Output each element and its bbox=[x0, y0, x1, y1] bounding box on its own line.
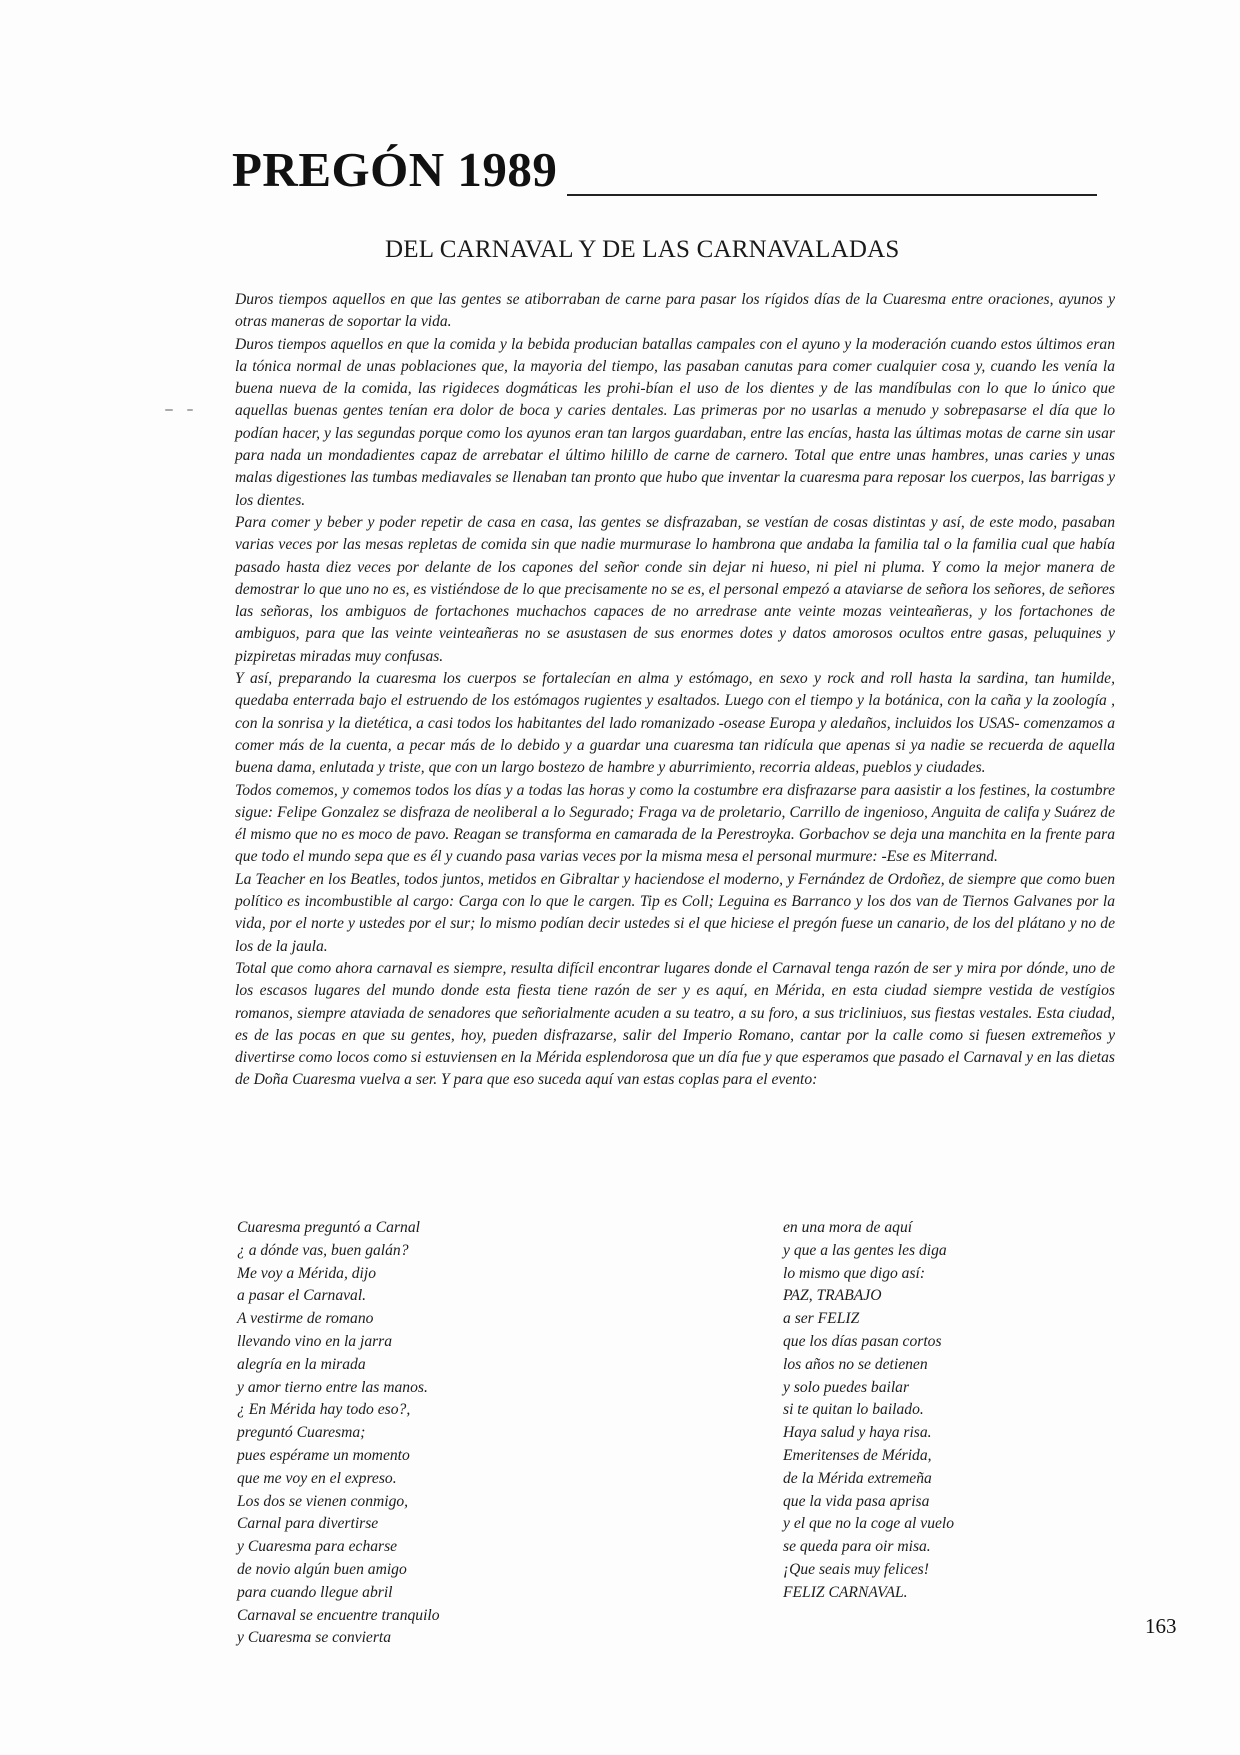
margin-mark bbox=[165, 409, 195, 413]
paragraph: Para comer y beber y poder repetir de casa en casa, las gentes se disfrazaban, se vestían de cosas distintas y así, de este modo, pasaban varias veces por las mesas repletas de comida sin que nadie murmurase lo hambrona que andaba la familia tal o la familia cual que había pasado hasta diez veces por delante de los capones del señor conde sin dejar ni hueso, ni piel ni pluma. Y como la mejor manera de demostrar lo que uno no es, es vistiéndose de lo que precisamente no se es, el personal empezó a ataviarse de señora los señores, de señores las señoras, los ambiguos de fortachones muchachos capaces de no arredrase ante veinte mozas veinteañeras, y los fortachones de ambiguos, para que las veinte veinteañeras no se asustasen de sus enormes dotes y datos amorosos ocultos entre gasas, peluquines y pizpiretas miradas muy confusas. bbox=[235, 513, 1115, 665]
poem-line: para cuando llegue abril bbox=[237, 1583, 393, 1601]
poem-line: y Cuaresma para echarse bbox=[237, 1538, 398, 1556]
page-header bbox=[232, 140, 1112, 200]
poem-line: y solo puedes bailar bbox=[783, 1378, 910, 1396]
poem-line: que me voy en el expreso. bbox=[237, 1469, 397, 1487]
paragraph: Duros tiempos aquellos en que las gentes se atiborraban de carne para pasar los rígidos días de la Cuaresma entre oraciones, ayunos y otras maneras de soportar la vida. bbox=[235, 291, 1115, 331]
poem-line: Carnal para divertirse bbox=[237, 1515, 379, 1533]
poem-line: alegría en la mirada bbox=[237, 1355, 366, 1373]
page-title: PREGÓN 1989 bbox=[232, 142, 558, 197]
paragraph: Duros tiempos aquellos en que la comida y la bebida producian batallas campales con el ayuno y la moderación cuando estos últimos eran la tónica normal de unas poblaciones que, la mayoria del tiempo, las pasaban canutas para comer cualquier cosa y, cuando les venía la buena nueva de la comida, las rigideces dogmáticas les prohi-bían el uso de los dientes y de las mandíbulas con lo que lo único que aquellas buenas gentes tenían era dolor de boca y caries dentales. Las primeras por no usarlas a menudo y sobrepasarse el día que lo podían hacer, y las segundas porque como los ayunos eran tan largos guardaban, entre las encías, hasta las últimas motas de carne sin usar para nada un mondadientes capaz de arrebatar el último hilillo de carne de carnero. Total que entre unas hambres, unas caries y unas malas digestiones las tumbas mediavales se llenaban tan pronto que hubo que inventar la cuaresma para reposar los cuerpos, las barrigas y los dientes. bbox=[235, 335, 1115, 509]
poem-line: y Cuaresma se convierta bbox=[237, 1629, 392, 1647]
poem-column-right bbox=[783, 1217, 954, 1605]
poem-line: ¿ En Mérida hay todo eso?, bbox=[237, 1401, 411, 1419]
paragraph: Y así, preparando la cuaresma los cuerpos se fortalecían en alma y estómago, en sexo y rock and roll hasta la sardina, tan humilde, quedaba enterrada bajo el estruendo de los estómagos rugientes y esaltados. Luego con el tiempo y la botánica, con la caña y la zoología , con la sonrisa y la dietética, a casi todos los habitantes del lado romanizado -osease Europa y aledaños, incluidos los USAS- comenzamos a comer más de la cuenta, a pecar más de lo debido y a guardar una cuaresma tan ridícula que apenas si ya nadie se recuerda de aquella buena dama, enlutada y triste, que con un largo bostezo de hambre y aburrimiento, recorria aldeas, pueblos y ciudades. bbox=[235, 670, 1115, 777]
poem-line: y el que no la coge al vuelo bbox=[783, 1515, 955, 1533]
poem-line: de la Mérida extremeña bbox=[783, 1469, 932, 1487]
poem-line: pues espérame un momento bbox=[237, 1446, 410, 1464]
poem-line: los años no se detienen bbox=[783, 1355, 928, 1373]
article-subtitle: DEL CARNAVAL Y DE LAS CARNAVALADAS bbox=[385, 236, 900, 263]
article-body bbox=[235, 289, 1115, 1092]
poem-line: lo mismo que digo así: bbox=[783, 1264, 926, 1282]
paragraph: Todos comemos, y comemos todos los días y a todas las horas y como la costumbre era disfrazarse para aasistir a los festines, la costumbre sigue: Felipe Gonzalez se disfraza de neoliberal a lo Segurado; Fraga va de proletario, Carrillo de ingenioso, Anguita de califa y Suárez de él mismo que no es moco de pavo. Reagan se transforma en camarada de la Perestroyka. Gorbachov se deja una manchita en la frente para que todo el mundo sepa que es él y cuando pasa varias veces por la misma mesa el personal murmure: -Ese es Miterrand. bbox=[235, 781, 1115, 866]
poem-column-left bbox=[237, 1217, 440, 1650]
poem-line: en una mora de aquí bbox=[783, 1219, 913, 1236]
poem-line: FELIZ CARNAVAL. bbox=[783, 1583, 908, 1601]
poem-line: Carnaval se encuentre tranquilo bbox=[237, 1606, 440, 1624]
poem-line: Emeritenses de Mérida, bbox=[783, 1446, 932, 1464]
page-number: 163 bbox=[1145, 1614, 1177, 1638]
poem-line: llevando vino en la jarra bbox=[237, 1332, 393, 1350]
poem-line: preguntó Cuaresma; bbox=[237, 1424, 366, 1442]
poem-line: Los dos se vienen conmigo, bbox=[237, 1492, 409, 1510]
poem-line: y que a las gentes les diga bbox=[783, 1241, 947, 1259]
poem-line: a pasar el Carnaval. bbox=[237, 1287, 367, 1305]
poem-line: Me voy a Mérida, dijo bbox=[237, 1264, 377, 1282]
poem-line: PAZ, TRABAJO bbox=[783, 1287, 882, 1305]
poem-line: Cuaresma preguntó a Carnal bbox=[237, 1219, 420, 1236]
poem-line: que la vida pasa aprisa bbox=[783, 1492, 930, 1510]
paragraph: La Teacher en los Beatles, todos juntos, metidos en Gibraltar y haciendose el moderno, y Fernández de Ordoñez, de siempre que como buen político es incombustible al cargo: Carga con lo que le cargen. Tip es Coll; Leguina es Barranco y los dos van de Tiernos Galvanes por la vida, por el norte y ustedes por el sur; lo mismo podían decir ustedes si el que hiciese el pregón fuese un canario, de los del plátano y no de los de la jaula. bbox=[235, 870, 1115, 955]
poem-line: y amor tierno entre las manos. bbox=[237, 1378, 428, 1396]
paragraph: Total que como ahora carnaval es siempre, resulta difícil encontrar lugares donde el Carnaval tenga razón de ser y mira por dónde, uno de los escasos lugares del mundo donde esta fiesta tiene razón de ser y es aquí, en Mérida, en esta ciudad siempre vestida de vestígios romanos, siempre ataviada de senadores que señorialmente acuden a su teatro, a su foro, a sus tricliniuos, sus fiestas vestales. Esta ciudad, es de las pocas en que su gentes, hoy, pueden disfrazarse, salir del Imperio Romano, cantar por la calle como si fuesen extremeños y divertirse como locos como si estuviensen en la Mérida esplendorosa que un día fue y que esperamos que pasado el Carnaval y en las dietas de Doña Cuaresma vuelva a ser. Y para que eso suceda aquí van estas coplas para el evento: bbox=[235, 959, 1115, 1089]
poem-line: que los días pasan cortos bbox=[783, 1332, 942, 1350]
poem-line: de novio algún buen amigo bbox=[237, 1560, 407, 1578]
poem-line: si te quitan lo bailado. bbox=[783, 1401, 924, 1419]
poem-line: ¿ a dónde vas, buen galán? bbox=[237, 1241, 409, 1259]
poem-line: se queda para oir misa. bbox=[783, 1538, 931, 1556]
poem-line: a ser FELIZ bbox=[783, 1310, 860, 1328]
poem-line: Haya salud y haya risa. bbox=[783, 1424, 932, 1442]
poem-line: A vestirme de romano bbox=[237, 1310, 374, 1328]
poem-line: ¡Que seais muy felices! bbox=[783, 1560, 929, 1578]
title-rule bbox=[567, 194, 1097, 196]
